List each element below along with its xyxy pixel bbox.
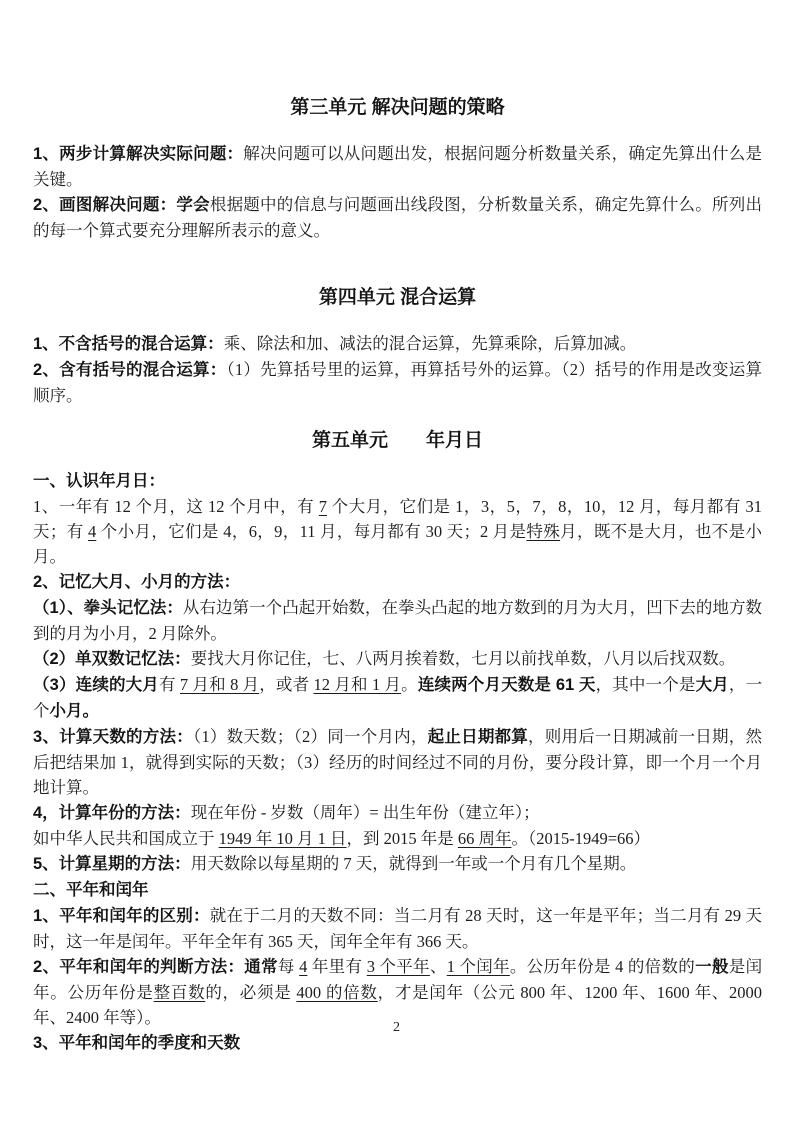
text-run: 7 bbox=[318, 497, 327, 516]
text-run: ，或者 bbox=[259, 675, 314, 694]
text-run: 二、平年和闰年 bbox=[33, 881, 149, 899]
text-run: 用天数除以每星期的 7 天，就得到一年或一个月有几个星期。 bbox=[190, 854, 637, 873]
text-run: 3 个平年 bbox=[366, 957, 430, 976]
text-run: ，一个 bbox=[33, 675, 763, 720]
text-run: 1、不含括号的混合运算： bbox=[33, 335, 224, 353]
text-run: （2）单双数记忆法： bbox=[33, 650, 191, 668]
section bbox=[33, 95, 762, 243]
text-run: 2、记忆大月、小月的方法： bbox=[33, 573, 241, 591]
paragraph bbox=[33, 595, 762, 646]
text-run: 特殊 bbox=[526, 522, 561, 541]
page-number: 2 bbox=[393, 1020, 400, 1035]
text-run: （3）连续的大月 bbox=[33, 676, 159, 694]
text-run: 整百数 bbox=[153, 983, 206, 1002]
text-run: 4，计算年份的方法： bbox=[33, 804, 191, 822]
section bbox=[33, 285, 762, 408]
text-run: 起止日期都算 bbox=[427, 728, 529, 746]
paragraph bbox=[33, 646, 762, 672]
section bbox=[33, 428, 767, 1056]
text-run: 1、平年和闰年的区别： bbox=[33, 907, 210, 925]
paragraph bbox=[33, 877, 762, 903]
paragraph bbox=[33, 954, 767, 1030]
text-run: 2、画图解决问题：学会 bbox=[33, 196, 210, 214]
text-run: 。 bbox=[401, 675, 418, 694]
text-run: （1）先算括号里的运算，再算括号外的运算。（2）括号的作用是改变运算顺序。 bbox=[33, 360, 763, 405]
text-run: 一般 bbox=[695, 958, 729, 976]
text-run: 2、含有括号的混合运算： bbox=[33, 361, 227, 379]
section-title: 第四单元 混合运算 bbox=[318, 287, 477, 308]
text-run: 是闰年。公历年份是 bbox=[33, 957, 763, 1002]
text-run: 如中华人民共和国成立于 bbox=[33, 829, 219, 848]
text-run: 4 bbox=[88, 522, 97, 541]
text-run: 个小月，它们是 4，6，9，11 月，每月都有 30 天；2 月是 bbox=[96, 522, 527, 541]
text-run: 个大月，它们是 1，3，5，7，8，10，12 月，每月都有 31 天；有 bbox=[33, 497, 767, 541]
section-title: 第三单元 解决问题的策略 bbox=[290, 97, 505, 118]
paragraph bbox=[33, 331, 762, 357]
text-run: 根据题中的信息与问题画出线段图，分析数量关系，确定先算什么。所列出的每一个算式要充分理解所表示的意义。 bbox=[33, 195, 763, 240]
text-run: 400 的倍数 bbox=[296, 983, 378, 1002]
text-run: 小月。 bbox=[49, 702, 99, 720]
text-run: 月，既不是大月，也不是小月。 bbox=[33, 522, 763, 566]
paragraph bbox=[33, 357, 762, 408]
text-run: 4 bbox=[299, 957, 308, 976]
text-run: 乘、除法和加、减法的混合运算，先算乘除，后算加减。 bbox=[223, 334, 637, 353]
text-run: ，其中一个是 bbox=[595, 675, 696, 694]
paragraph bbox=[33, 851, 762, 877]
text-run: 7 月和 8 月 bbox=[179, 675, 260, 694]
paragraph bbox=[33, 800, 762, 826]
text-run: 就在于二月的天数不同：当二月有 28 天时，这一年是平年；当二月有 29 天时，这一年是闰年。平年全年有 365 天，闰年全年有 366 天。 bbox=[33, 906, 762, 951]
section-title: 第五单元 年月日 bbox=[311, 430, 483, 451]
text-run: （1）、拳头记忆法： bbox=[33, 599, 183, 617]
text-run: 有 bbox=[158, 675, 180, 694]
text-run: 解决问题可以从问题出发，根据问题分析数量关系，确定先算出什么是关键。 bbox=[33, 144, 762, 189]
text-run: 每 bbox=[277, 957, 300, 976]
paragraph bbox=[33, 903, 762, 954]
paragraph bbox=[33, 468, 762, 494]
text-run: 66 周年 bbox=[457, 829, 512, 848]
paragraph bbox=[33, 569, 762, 595]
text-run: 3、平年和闰年的季度和天数 bbox=[33, 1034, 241, 1052]
text-run: （1）数天数；（2）同一个月内， bbox=[192, 727, 428, 746]
text-run: 1 个闰年 bbox=[446, 957, 510, 976]
text-run: 连续两个月天数是 61 天 bbox=[417, 676, 596, 694]
text-run: 3、计算天数的方法： bbox=[33, 728, 193, 746]
text-run: 现在年份 - 岁数（周年）= 出生年份（建立年）； bbox=[190, 803, 540, 822]
text-run: 一、认识年月日： bbox=[33, 472, 165, 490]
text-run: 1、一年有 12 个月，这 12 个月中，有 bbox=[33, 497, 319, 516]
text-run: 。公历年份是 4 的倍数的 bbox=[509, 957, 696, 976]
paragraph bbox=[33, 826, 762, 851]
text-run: 、 bbox=[429, 957, 447, 976]
text-run: 。（2015-1949=66） bbox=[511, 829, 651, 848]
paragraph bbox=[33, 672, 762, 724]
text-run: 大月 bbox=[695, 676, 729, 694]
text-run: ，则用后一日期减前一日期，然后把结果加 1，就得到实际的天数；（3）经历的时间经过不同的月份，要分段计算，即一个月一个月地计算。 bbox=[33, 727, 762, 797]
text-run: 的，必须是 bbox=[205, 983, 297, 1002]
text-run: 年里有 bbox=[307, 957, 367, 976]
text-run: 5、计算星期的方法： bbox=[33, 855, 191, 873]
text-run: 要找大月你记住，七、八两月挨着数，七月以前找单数，八月以后找双数。 bbox=[190, 649, 736, 668]
text-run: 从右边第一个凸起开始数，在拳头凸起的地方数到的月为大月，凹下去的地方数到的月为小月，2 月除外。 bbox=[33, 598, 762, 643]
paragraph bbox=[33, 724, 762, 800]
text-run: ，才是闰年（公元 800 年、1200 年、1600 年、2000 年、2400 年等）。 bbox=[33, 983, 767, 1027]
text-run: 1949 年 10 月 1 日 bbox=[218, 829, 347, 848]
text-run: ，到 2015 年是 bbox=[346, 829, 458, 848]
text-run: 12 月和 1 月 bbox=[313, 675, 402, 694]
paragraph bbox=[33, 141, 762, 192]
paragraph bbox=[33, 192, 762, 243]
text-run: 1、两步计算解决实际问题： bbox=[33, 145, 244, 163]
paragraph bbox=[33, 494, 767, 569]
text-run: 2、平年和闰年的判断方法：通常 bbox=[33, 958, 278, 976]
